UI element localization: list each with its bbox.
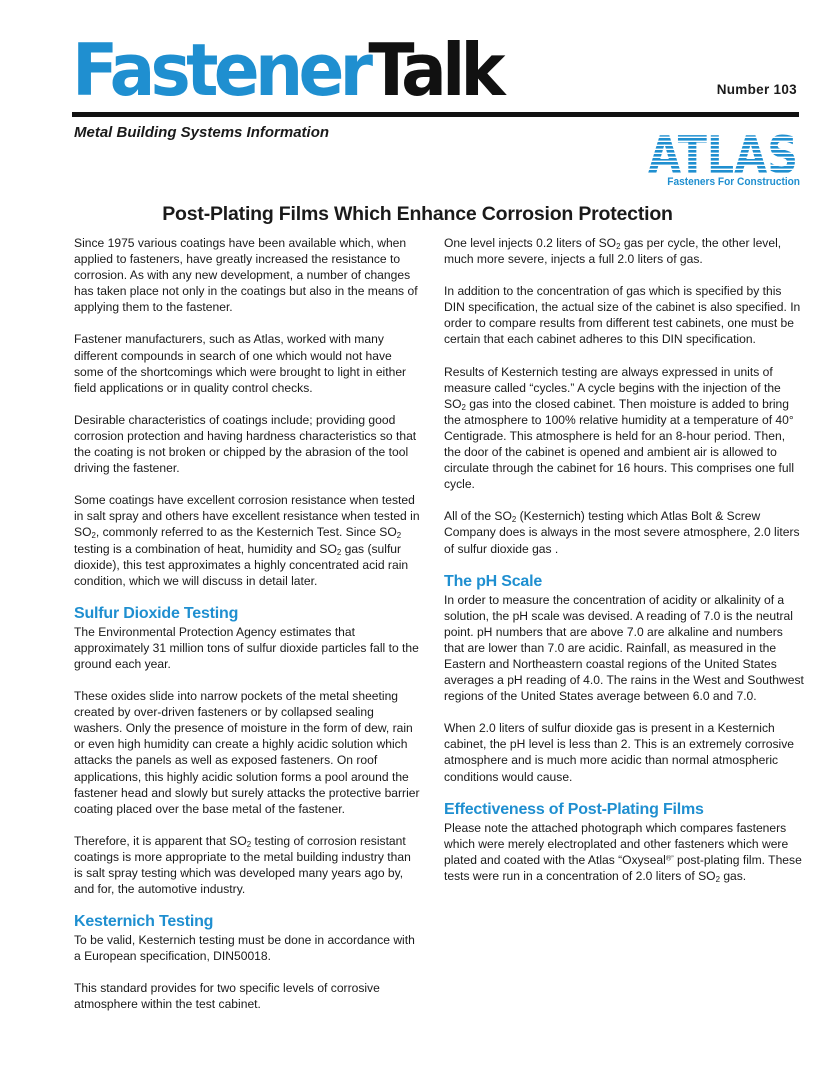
paragraph: All of the $SO_2$ (Kesternich) testing which Atlas Bolt & Screw Company does is always in the most severe atmosphere, 2.0 liters of sulfur dioxide gas . xyxy=(444,509,800,556)
newsletter-subtitle: Metal Building Systems Information xyxy=(74,124,330,141)
paragraph: This standard provides for two specific levels of corrosive atmosphere within the test cabinet. xyxy=(74,981,380,1012)
atlas-logo-text: ATLAS xyxy=(648,130,798,174)
article-title: Post-Plating Films Which Enhance Corrosion Protection xyxy=(162,203,673,225)
paragraph: Fastener manufacturers, such as Atlas, worked with many different compounds in search of one which would not have some of the shortcomings which were brought to light in either field applications or in quality control checks. xyxy=(74,332,407,395)
section-heading-kesternich: Kesternich Testing xyxy=(74,913,214,931)
atlas-tagline: Fasteners For Construction xyxy=(667,176,800,188)
paragraph: Please note the attached photograph which compares fasteners which were merely electroplated and other fasteners which were plated and coated with the Atlas “Oxyseal®” post-plating film. These tests were run in a concentration of 2.0 liters of $SO_2$ gas. xyxy=(444,820,802,884)
header-rule xyxy=(72,112,799,117)
section-heading-effectiveness: Effectiveness of Post-Plating Films xyxy=(444,800,704,818)
paragraph: Desirable characteristics of coatings include; providing good corrosion protection and having hardness characteristics so that the coating is not broken or chipped by the abrasion of the tool driving the fastener. xyxy=(74,412,417,476)
atlas-logo xyxy=(648,130,800,192)
section-heading-ph-scale: The pH Scale xyxy=(444,572,543,590)
atlas-logo-mark xyxy=(648,130,800,174)
paragraph: In order to measure the concentration of acidity or alkalinity of a solution, the pH scale was devised. A reading of 7.0 is the neutral point. pH numbers that are above 7.0 are alkaline and numbers that are lower than 7.0 are acidic. Rainfall, as measured in the Eastern and Northeastern coastal regions of the United States averages a pH reading of 4.0. The rains in the West and Southwest regions of the United States average between 6.0 and 7.0. xyxy=(444,592,804,704)
issue-number: Number 103 xyxy=(716,82,797,97)
paragraph: In addition to the concentration of gas which is specified by this DIN specification, the actual size of the cabinet is also specified. In order to compare results from different test cabinets, one must be certain that each cabinet adheres to this DIN specification. xyxy=(444,284,801,347)
masthead-fastener: Fastener xyxy=(72,28,369,112)
paragraph: One level injects 0.2 liters of $SO_2$ gas per cycle, the other level, much more severe, injects a full 2.0 liters of gas. xyxy=(444,236,782,267)
section-heading-sulfur-dioxide: Sulfur Dioxide Testing xyxy=(74,604,239,622)
paragraph: Therefore, it is apparent that $SO_2$ testing of corrosion resistant coatings is more appropriate to the metal building industry than is salt spray testing which was developed many years ago by, and for, the automotive industry. xyxy=(74,833,411,897)
paragraph: These oxides slide into narrow pockets of the metal sheeting created by over-driven fasteners or by collapsed sealing washers. Only the presence of moisture in the form of dew, rain or even high humidity can create a highly acidic solution which attacks the panels as well as exposed fasteners. On roof applications, this highly acidic solution forms a pool around the fastener head and slowly but surely attacks the protective barrier coating placed over the base metal of the fastener. xyxy=(74,689,420,816)
paragraph: Since 1975 various coatings have been available which, when applied to fasteners, have greatly increased the resistance to corrosion. As with any new development, a number of changes has taken place not only in the coatings but also in the means of applying them to the fastener. xyxy=(74,236,418,315)
paragraph: To be valid, Kesternich testing must be done in accordance with a European specification, DIN50018. xyxy=(74,933,415,964)
paragraph: When 2.0 liters of sulfur dioxide gas is present in a Kesternich cabinet, the pH level is less than 2. This is an extremely corrosive atmosphere and is much more acidic than normal atmospheric conditions would cause. xyxy=(444,721,794,784)
paragraph: Results of Kesternich testing are always expressed in units of measure called “cycles.” A cycle begins with the injection of the $SO_2$ gas into the closed cabinet. Then moisture is added to bring the atmosphere to 100% relative humidity at a temperature of 40° Centigrade. This atmosphere is held for an 8-hour period. Then, the door of the cabinet is opened and ambient air is allowed to circulate through the cabinet for 16 hours. This comprises one full cycle. xyxy=(444,364,795,492)
masthead-logo xyxy=(72,30,501,110)
article-left-column xyxy=(74,235,422,1029)
article-right-column xyxy=(444,235,804,900)
paragraph: Some coatings have excellent corrosion resistance when tested in salt spray and others have excellent resistance when tested in $SO_2$, commonly referred to as the Kesternich Test. Since $SO_2$ testing is a combination of heat, humidity and $SO_2$ gas (sulfur dioxide), this test approximates a highly concentrated acid rain condition, which we will discuss in detail later. xyxy=(74,493,420,588)
masthead-talk: Talk xyxy=(368,28,501,112)
paragraph: The Environmental Protection Agency estimates that approximately 31 million tons of sulfur dioxide particles fall to the ground each year. xyxy=(74,624,419,671)
